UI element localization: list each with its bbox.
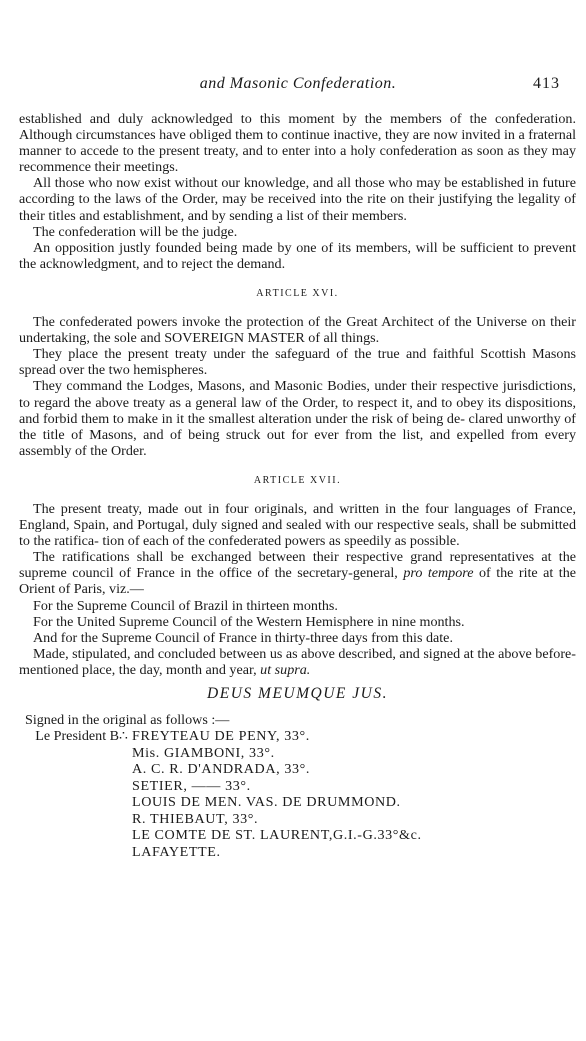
italic-phrase: pro tempore [403, 565, 474, 582]
signatory-name: SETIER, —— 33°. [132, 777, 251, 794]
paragraph: An opposition justly founded being made by one of its members, will be sufficient to prevent the acknowledgment, and to reject the demand. [19, 239, 576, 272]
signature-line [19, 745, 576, 762]
paragraph: The confederation will be the judge. [33, 223, 238, 240]
italic-phrase: ut supra. [260, 661, 311, 678]
paragraph: For the United Supreme Council of the Western Hemisphere in nine months. [33, 613, 465, 630]
paragraph: For the Supreme Council of Brazil in thirteen months. [33, 597, 338, 614]
signature-line [19, 811, 576, 828]
signatory-name: A. C. R. D'ANDRADA, 33°. [132, 761, 311, 778]
paragraph: They place the present treaty under the safeguard of the true and faithful Scottish Masons spread over the two hemispheres. [19, 346, 576, 379]
signature-line [19, 761, 576, 778]
signatory-name: Mis. GIAMBONI, 33°. [132, 744, 275, 761]
signature-line [19, 827, 576, 844]
paragraph: All those who now exist without our knowledge, and all those who may be established in future according to the laws of the Order, may be received into the rite on their justifying the legality of their titles and establishment, and by sending a list of their members. [19, 175, 576, 224]
signatory-name: LOUIS DE MEN. VAS. DE DRUMMOND. [132, 794, 401, 811]
signatures-intro: Signed in the original as follows :— [25, 712, 230, 729]
president-prefix: Le President B∴ [35, 728, 128, 745]
paragraph: The present treaty, made out in four originals, and written in the four languages of France, England, Spain, and Portugal, duly signed and sealed with our respective seals, shall be submitted to the ratifica- tion of each of the confederated powers as speedily as possible. [19, 500, 576, 550]
running-head [18, 75, 578, 99]
paragraph-text: The ratifications shall be exchanged between their respective grand representatives at the supreme council of France in the office of the secretary-general, [19, 549, 576, 582]
page-number: 413 [533, 75, 560, 92]
paragraph: And for the Supreme Council of France in thirty-three days from this date. [33, 629, 453, 646]
signatory-name: R. THIEBAUT, 33°. [132, 810, 259, 827]
paragraph: The confederated powers invoke the protection of the Great Architect of the Universe on their undertaking, the sole and SOVEREIGN MASTER of all things. [19, 314, 576, 347]
paragraph-text: Made, stipulated, and concluded between us as above described, and signed at the above before-mentioned place, the day, month and year, [19, 645, 576, 678]
signatory-name: LAFAYETTE. [132, 843, 221, 860]
signature-line [19, 794, 576, 811]
paragraph-text: of the rite at the Orient of Paris, viz.— [19, 565, 576, 598]
signatory-name: LE COMTE DE ST. LAURENT,G.I.-G.33°&c. [132, 827, 422, 844]
signature-line [19, 844, 576, 861]
article-heading: ARTICLE XVI. [256, 287, 339, 299]
running-title: and Masonic Confederation. [199, 75, 397, 92]
signature-line [19, 728, 576, 745]
paragraph: They command the Lodges, Masons, and Masonic Bodies, under their respective jurisdictions, to regard the above treaty as a general law of the Order, to respect it, and to obey its dispositions, and forbid them to make in it the smallest alteration under the risk of being de- clared unworthy of the title of Masons, and of being struck out for ever from the list, and expelled from every assembly of the Order. [19, 378, 576, 459]
motto: DEUS MEUMQUE JUS. [207, 685, 388, 702]
paragraph [19, 549, 576, 597]
paragraph [19, 646, 576, 678]
body-text [19, 111, 576, 860]
paragraph: established and duly acknowledged to this moment by the members of the confederation. Although circumstances have obliged them to continue inactive, they are now invited in a fraternal manner to accede to the present treaty, and to enter into a holy confederation as soon as they may recommence their meetings. [19, 111, 576, 176]
signatory-name: FREYTEAU DE PENY, 33°. [132, 728, 310, 745]
signature-line [19, 778, 576, 795]
article-heading: ARTICLE XVII. [253, 474, 342, 486]
